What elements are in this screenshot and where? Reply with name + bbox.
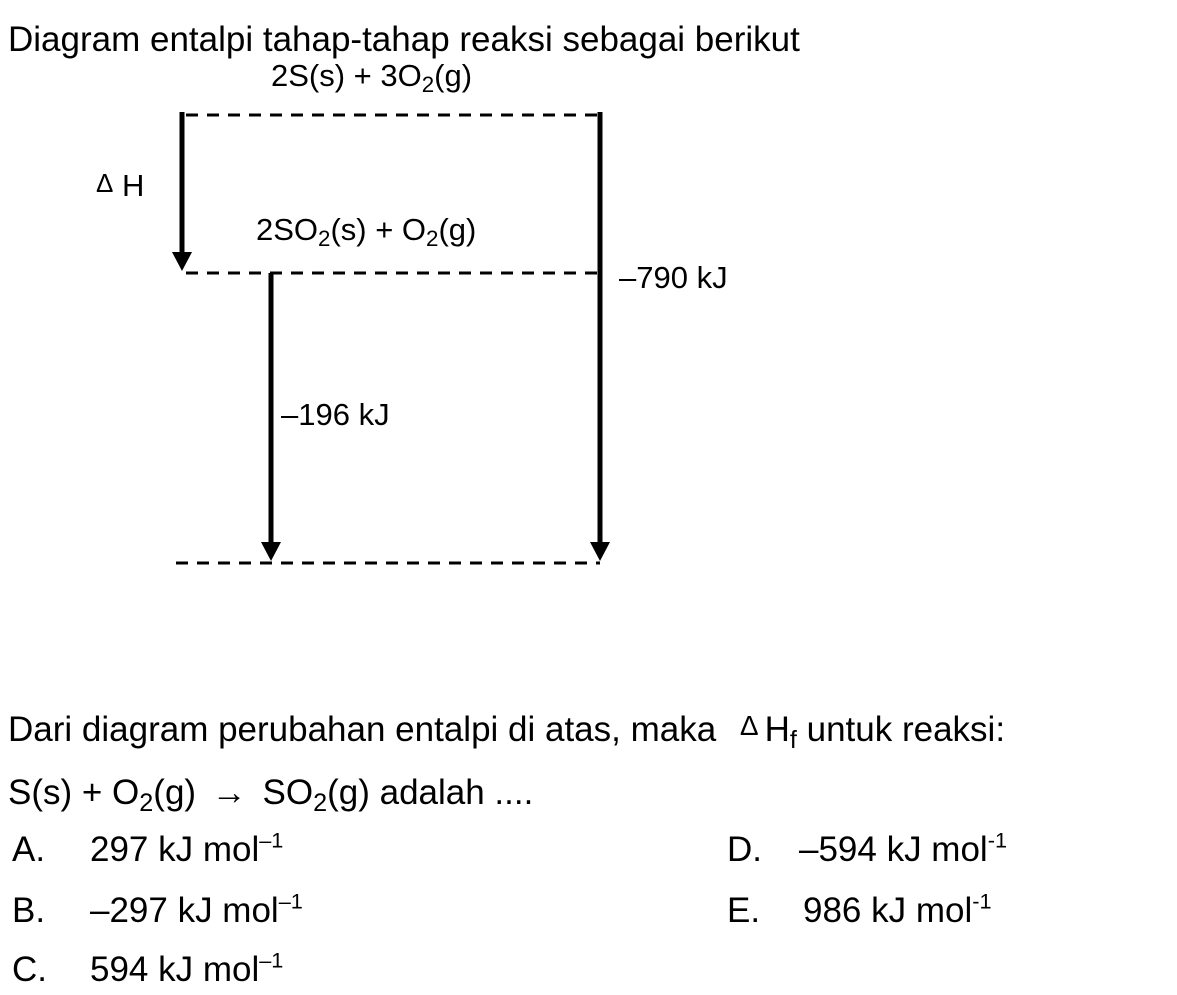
step-arrow-head bbox=[261, 542, 281, 561]
question-line-1: Dari diagram perubahan entalpi di atas, maka Δ $H_f$ untuk reaksi: bbox=[8, 710, 1006, 755]
middle-state-label: $2SO_2(s) + O_2(g)$ bbox=[256, 212, 477, 252]
delta-symbol: Δ bbox=[739, 710, 759, 741]
option-value: 297 kJ mol$^{-1}$ bbox=[90, 827, 284, 869]
option-value: –594 kJ mol$^{-1}$ bbox=[799, 827, 1008, 869]
step-change-label: –196 kJ bbox=[281, 397, 390, 432]
option-value: –297 kJ mol$^{-1}$ bbox=[90, 888, 303, 930]
option-value: 986 kJ mol$^{-1}$ bbox=[803, 888, 992, 930]
total-arrow-head bbox=[590, 542, 610, 561]
top-state-label: $2S(s) + 3O_2(g)$ bbox=[271, 58, 473, 98]
delta-h-axis-label: Δ H bbox=[96, 168, 145, 203]
option-value: 594 kJ mol$^{-1}$ bbox=[90, 947, 284, 989]
option-letter: C. bbox=[12, 950, 47, 989]
option-letter: D. bbox=[727, 830, 762, 869]
option-letter: B. bbox=[12, 891, 46, 930]
delta-symbol: Δ bbox=[96, 168, 114, 198]
reaction-arrow-icon: → bbox=[211, 773, 247, 812]
total-change-label: –790 kJ bbox=[619, 260, 728, 295]
delta-h-axis-arrowhead bbox=[172, 252, 192, 271]
intro-text: Diagram entalpi tahap-tahap reaksi sebagai berikut bbox=[8, 20, 800, 59]
question-reaction: $S(s) + O_2(g) \to SO_2(g)$ adalah .... bbox=[8, 773, 534, 818]
option-letter: A. bbox=[12, 830, 46, 869]
option-letter: E. bbox=[727, 891, 761, 930]
